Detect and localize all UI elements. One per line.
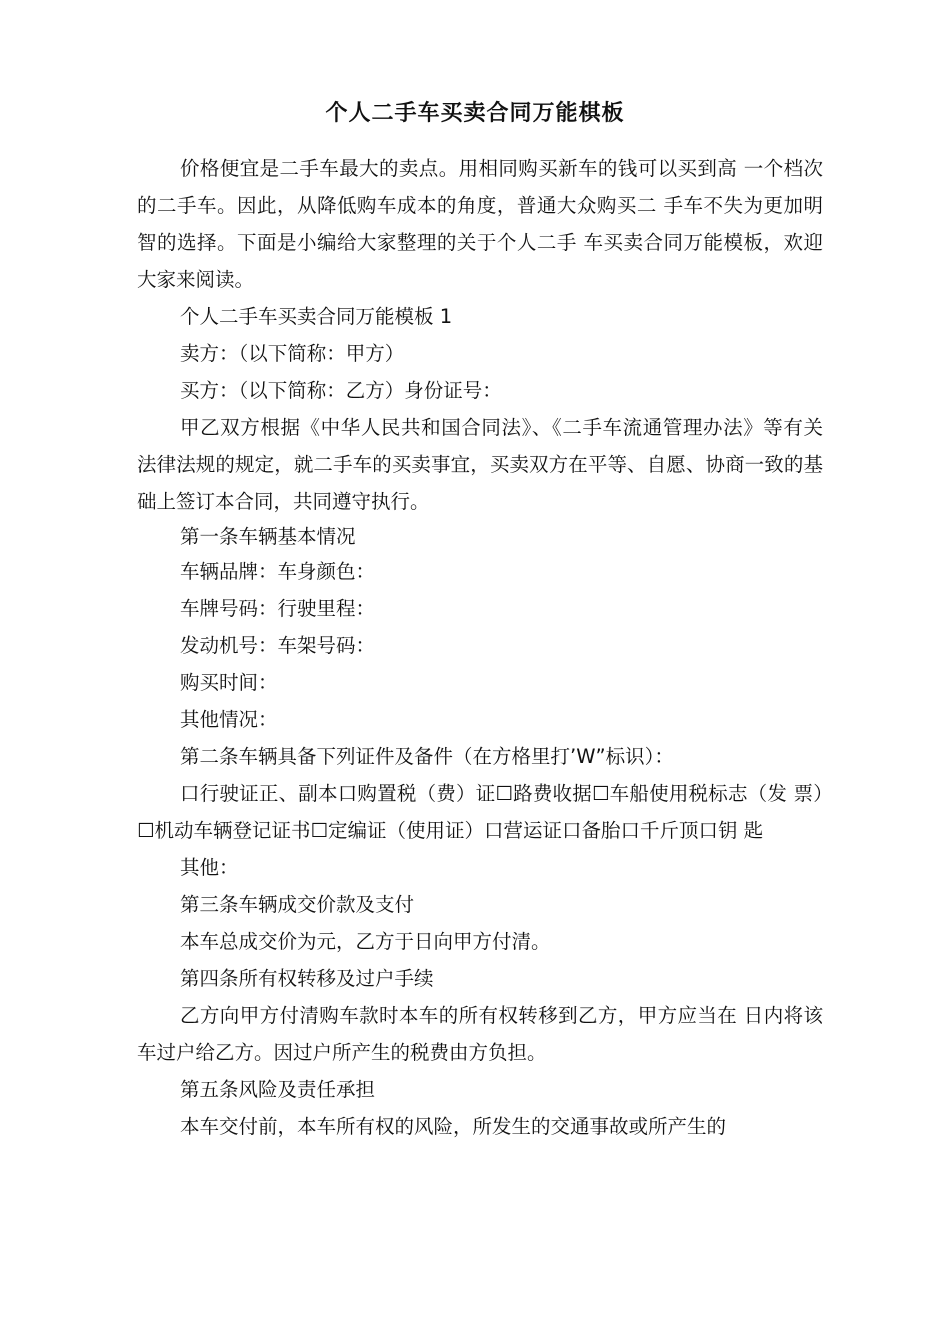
price-payment-line: 本车总成交价为元，乙方于日向甲方付清。: [180, 930, 551, 953]
engine-frame-line: 发动机号：车架号码：: [180, 634, 376, 657]
article-5-heading: 第五条风险及责任承担: [180, 1078, 376, 1101]
document-title: 个人二手车买卖合同万能棋板: [325, 101, 625, 126]
risk-liability-paragraph: 本车交付前，本车所有权的风险，所发生的交通事故或所产生的: [180, 1115, 727, 1138]
document-body: [137, 150, 823, 1145]
article-3-heading: 第三条车辆成交价款及支付: [180, 893, 415, 916]
plate-mileage-line: 车牌号码：行驶里程：: [180, 597, 376, 620]
other-line: 其他：: [180, 856, 239, 879]
vehicle-brand-color-line: 车辆品牌：车身颜色：: [180, 560, 376, 583]
buyer-line: 买方：（以下简称：乙方）身份证号：: [180, 379, 502, 402]
preamble-paragraph: 甲乙双方根据《中华人民共和国合同法》、《二手车流通管理办法》等有关法律法规的规定，就二手车的买卖事宜，买卖双方在平等、自愿、协商一致的基础上签订本合同，共同遵守执行。: [137, 416, 823, 513]
intro-paragraph: 价格便宜是二手车最大的卖点。用相同购买新车的钱可以买到高 一个档次的二手车。因此，从降低购车成本的角度，普通大众购买二 手车不失为更加明智的选择。下面是小编给大家整理的关于个人二手 车买卖合同万能模板，欢迎大家来阅读。: [137, 157, 823, 291]
purchase-time-line: 购买时间：: [180, 671, 278, 694]
seller-line: 卖方：（以下简称：甲方）: [180, 342, 405, 365]
template-heading: 个人二手车买卖合同万能模板 1: [180, 305, 453, 328]
ownership-transfer-paragraph: 乙方向甲方付清购车款时本车的所有权转移到乙方，甲方应当在 日内将该车过户给乙方。因过户所产生的税费由方负担。: [137, 1004, 823, 1064]
article-4-heading: 第四条所有权转移及过户手续: [180, 967, 434, 990]
article-1-heading: 第一条车辆基本情况: [180, 525, 356, 548]
article-2-heading: 第二条车辆具备下列证件及备件（在方格里打’W”标识）：: [180, 745, 674, 768]
other-situation-line: 其他情况：: [180, 708, 278, 731]
documents-checklist-paragraph: 口行驶证正、副本口购置税（费）证☐路费收据☐车船使用税标志（发 票）☐机动车辆登记证书☐定编证（使用证）口营运证口备胎口千斤顶口钥 匙: [137, 782, 823, 842]
